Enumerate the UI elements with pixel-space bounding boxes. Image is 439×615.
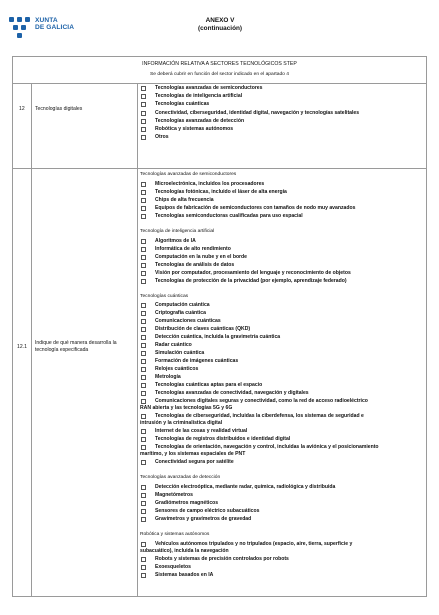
annex-title: ANEXO V [205,17,235,24]
row-label-line2: tecnología especificada [35,346,89,353]
checkbox[interactable] [141,367,146,372]
checkbox[interactable] [141,263,146,268]
checkbox-label: Visión por computador, procesamiento del lenguaje y reconocimiento de objetos [155,270,351,277]
checkbox-option[interactable] [141,254,247,262]
row-divider [13,168,426,169]
checkbox-option[interactable] [141,374,181,382]
checkbox-label: Sensores de campo eléctrico subacuáticos [155,508,260,515]
checkbox-label: Tecnologías de ciberseguridad, incluidas la ciberdefensa, los sistemas de seguridad e [155,413,364,420]
checkbox-option[interactable] [141,181,264,189]
checkbox-label: Internet de las cosas y realidad virtual [155,428,248,435]
checkbox-label: Algoritmos de IA [155,238,196,245]
checkbox[interactable] [141,239,146,244]
checkbox-label: Criptografía cuántica [155,310,206,317]
checkbox-label: Comunicaciones cuánticas [155,318,221,325]
checkbox[interactable] [141,303,146,308]
checkbox-option[interactable] [141,134,169,142]
checkbox-option[interactable] [141,508,259,516]
checkbox[interactable] [141,111,146,116]
checkbox-option[interactable] [141,126,233,134]
row-label [35,340,117,353]
checkbox[interactable] [141,542,146,547]
checkbox-label: Informática de alto rendimiento [155,246,231,253]
checkbox[interactable] [141,391,146,396]
checkbox-label: Robots y sistemas de precisión controlados por robots [155,556,289,563]
checkbox-label: Distribución de claves cuánticas (QKD) [155,326,251,333]
logo-text [35,17,74,32]
column-divider [137,83,138,596]
checkbox-option[interactable] [141,334,280,342]
checkbox[interactable] [141,255,146,260]
option-continuation: intrusión y la criminalística digital [140,420,223,426]
checkbox-label: Metrología [155,374,181,381]
checkbox[interactable] [141,271,146,276]
checkbox-label: Chips de alta frecuencia [155,197,214,204]
checkbox[interactable] [141,359,146,364]
checkbox[interactable] [141,135,146,140]
checkbox[interactable] [141,573,146,578]
checkbox[interactable] [141,517,146,522]
page-title [150,17,290,33]
checkbox[interactable] [141,383,146,388]
row-label-line1: Indique de qué manera desarrolla la [35,340,117,346]
checkbox[interactable] [141,414,146,419]
table-heading-row [13,57,426,84]
checkbox-label: Conectividad segura por satélite [155,459,234,466]
section-title: Tecnologías cuánticas [140,293,189,299]
checkbox-option[interactable] [141,246,231,254]
checkbox-option[interactable] [141,238,196,246]
section-title: Tecnologías avanzadas de semiconductores [140,171,237,177]
checkbox[interactable] [141,429,146,434]
logo [9,17,74,39]
logo-icon [9,17,31,39]
checkbox[interactable] [141,102,146,107]
checkbox-label: Radar cuántico [155,342,192,349]
checkbox-label: Tecnologías de orientación, navegación y control, incluidas la aviónica y el posicionamiento [155,444,379,451]
checkbox-label: Computación en la nube y en el borde [155,254,247,261]
checkbox-option[interactable] [141,459,234,467]
checkbox-option[interactable] [141,572,213,580]
checkbox-label: Conectividad, ciberseguridad, identidad digital, navegación y tecnologías satelitales [155,109,360,116]
checkbox-label: Magnetómetros [155,492,193,499]
checkbox-option[interactable] [141,382,262,390]
checkbox[interactable] [141,557,146,562]
checkbox-option[interactable] [141,270,351,278]
checkbox-option[interactable] [141,350,204,358]
option-continuation: RAN abierta y las tecnologías 5G y 6G [140,405,233,411]
checkbox-label: Otros [155,133,169,140]
checkbox[interactable] [141,509,146,514]
section-title: Tecnología de inteligencia artificial [140,228,215,234]
checkbox-label: Microelectrónica, incluidos los procesadores [155,181,265,188]
checkbox[interactable] [141,279,146,284]
checkbox-label: Tecnologías de inteligencia artificial [155,93,243,100]
checkbox-label: Tecnologías avanzadas de conectividad, navegación y digitales [155,390,309,397]
checkbox-option[interactable] [141,318,221,326]
checkbox[interactable] [141,247,146,252]
checkbox-label: Comunicaciones digitales seguras y conectividad, como la red de acceso radioeléctrico [155,398,368,405]
checkbox[interactable] [141,501,146,506]
checkbox-label: Simulación cuántica [155,350,205,357]
checkbox-option[interactable] [141,189,287,197]
checkbox[interactable] [141,445,146,450]
checkbox-option[interactable] [141,390,309,398]
checkbox-option[interactable] [141,117,244,125]
checkbox[interactable] [141,437,146,442]
checkbox[interactable] [141,351,146,356]
checkbox[interactable] [141,86,146,91]
checkbox-option[interactable] [141,358,238,366]
checkbox[interactable] [141,460,146,465]
checkbox[interactable] [141,182,146,187]
checkbox[interactable] [141,198,146,203]
checkbox-label: Tecnologías de registros distribuidos e identidad digital [155,436,291,443]
checkbox-label: Detección electroóptica, mediante radar, química, radiológica y distribuida [155,484,336,491]
checkbox-label: Tecnologías avanzadas de detección [155,117,245,124]
checkbox-option[interactable] [141,492,193,500]
option-continuation: marítimo, y los sistemas espaciales de PNT [140,451,246,457]
checkbox[interactable] [141,327,146,332]
checkbox-option[interactable] [141,310,206,318]
checkbox-option[interactable] [141,213,303,221]
checkbox-label: Sistemas basados en IA [155,572,214,579]
logo-line1: XUNTA [35,17,58,24]
checkbox-option[interactable] [141,342,192,350]
checkbox-label: Tecnologías de protección de la privacidad (por ejemplo, aprendizaje federado) [155,278,347,285]
checkbox-option[interactable] [141,262,234,270]
section-title: Robótica y sistemas autónomos [140,531,210,537]
checkbox-option[interactable] [141,564,191,572]
checkbox[interactable] [141,119,146,124]
table-instruction: Se deberá cubrir en función del sector indicado en el apartado 4 [150,72,289,77]
checkbox-option[interactable] [141,500,218,508]
checkbox[interactable] [141,343,146,348]
checkbox[interactable] [141,190,146,195]
checkbox-label: Computación cuántica [155,302,210,309]
row-label: Tecnologías digitales [35,106,83,112]
checkbox-option[interactable] [141,484,335,492]
checkbox-label: Exoesqueletos [155,564,191,571]
checkbox-option[interactable] [141,326,250,334]
section-title: Tecnologías avanzadas de detección [140,474,221,480]
page-header [0,0,439,56]
checkbox-option[interactable] [141,302,210,310]
logo-line2: DE GALICIA [35,24,75,32]
option-continuation: subacuático), incluida la navegación [140,548,229,554]
checkbox-label: Gravímetros y gravímetros de gravedad [155,516,252,523]
checkbox-label: Robótica y sistemas autónomos [155,125,234,132]
checkbox-option[interactable] [141,205,355,213]
checkbox-option[interactable] [141,516,251,524]
checkbox[interactable] [141,399,146,404]
checkbox-option[interactable] [141,197,214,205]
checkbox-label: Tecnologías semiconductoras cualificadas para uso espacial [155,213,303,220]
checkbox-label: Tecnologías cuánticas [155,101,210,108]
checkbox-label: Detección cuántica, incluida la gravimetría cuántica [155,334,281,341]
form-table [12,56,427,597]
checkbox[interactable] [141,493,146,498]
checkbox[interactable] [141,127,146,132]
checkbox-option[interactable] [141,428,247,436]
checkbox-label: Gradiómetros magnéticos [155,500,219,507]
checkbox[interactable] [141,375,146,380]
checkbox-label: Formación de imágenes cuánticas [155,358,239,365]
checkbox-option[interactable] [141,109,359,117]
checkbox-label: Relojes cuánticos [155,366,199,373]
column-divider [31,83,32,596]
checkbox-label: Equipos de fabricación de semiconductores con tamaños de nodo muy avanzados [155,205,356,212]
checkbox-option[interactable] [141,85,262,93]
checkbox-label: Tecnologías fotónicas, incluido el láser de alta energía [155,189,287,196]
checkbox-option[interactable] [141,436,290,444]
annex-subtitle: (continuación) [197,25,243,32]
checkbox-option[interactable] [141,366,198,374]
checkbox[interactable] [141,94,146,99]
checkbox[interactable] [141,214,146,219]
checkbox-option[interactable] [141,93,242,101]
checkbox-option[interactable] [141,278,347,286]
checkbox-label: Tecnologías cuánticas aptas para el espacio [155,382,263,389]
checkbox-label: Vehículos autónomos tripulados y no tripulados (espacio, aire, tierra, superficie y [155,541,353,548]
checkbox[interactable] [141,311,146,316]
row-number: 12.1 [17,344,27,350]
checkbox[interactable] [141,206,146,211]
checkbox[interactable] [141,335,146,340]
row-number: 12 [19,106,25,112]
checkbox[interactable] [141,565,146,570]
checkbox-option[interactable] [141,556,289,564]
checkbox[interactable] [141,319,146,324]
table-heading: INFORMACIÓN RELATIVA A SECTORES TECNOLÓGICOS STEP [142,61,297,67]
checkbox-option[interactable] [141,101,209,109]
checkbox-label: Tecnologías avanzadas de semiconductores [155,85,263,92]
checkbox[interactable] [141,485,146,490]
checkbox-label: Tecnologías de análisis de datos [155,262,235,269]
